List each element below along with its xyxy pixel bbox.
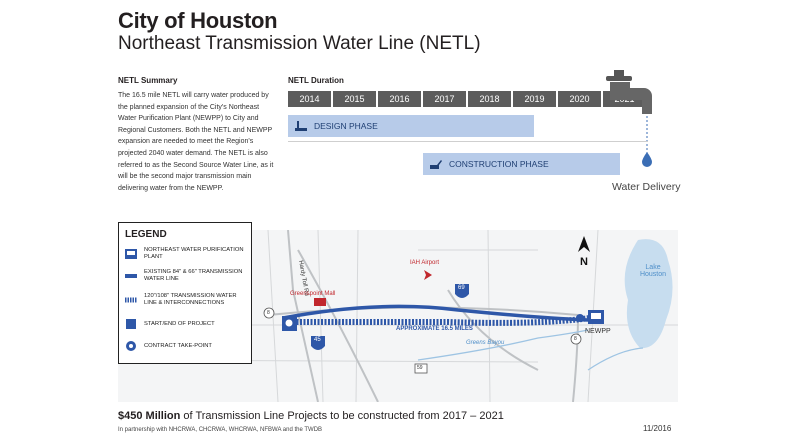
hwy-59-label: 59 — [417, 365, 423, 371]
design-phase-bar — [288, 115, 534, 137]
legend-label: START/END OF PROJECT — [144, 320, 215, 327]
footer-partners: In partnership with NHCRWA, CHCRWA, WHCRWA, NFBWA and the TWDB — [118, 427, 323, 433]
i69-label: 69 — [458, 285, 465, 291]
existing-line-icon — [125, 271, 137, 281]
north-label: N — [580, 256, 588, 268]
legend-item — [125, 341, 244, 351]
hwy-8-east-label: 8 — [574, 336, 577, 342]
legend-item — [125, 269, 244, 283]
legend-item — [125, 247, 244, 261]
map-legend — [118, 222, 252, 364]
legend-item — [125, 293, 244, 307]
legend-label: CONTRACT TAKE-POINT — [144, 342, 212, 349]
new-line-icon — [125, 295, 137, 305]
legend-label: EXISTING 84" & 66" TRANSMISSION WATER LINE — [144, 269, 243, 282]
summary-body — [118, 90, 283, 194]
summary-line: delivering water from the NEWPP. — [118, 184, 224, 192]
greens-bayou-label: Greens Bayou — [466, 340, 505, 346]
legend-title: LEGEND — [125, 229, 167, 240]
duration-heading: NETL Duration — [288, 76, 344, 85]
legend-item — [125, 319, 244, 329]
page-subtitle: Northeast Transmission Water Line (NETL) — [118, 33, 481, 54]
start-end-icon — [125, 319, 137, 329]
summary-line: will be the second major transmission main — [118, 173, 252, 181]
lake-houston-label: Lake Houston — [639, 264, 667, 278]
summary-heading: NETL Summary — [118, 76, 178, 85]
year-cell: 2017 — [423, 91, 466, 107]
year-cell: 2014 — [288, 91, 331, 107]
timeline-divider — [288, 141, 648, 142]
footer-rest: of Transmission Line Projects to be constructed from 2017 – 2021 — [180, 410, 504, 422]
i45-label: 45 — [314, 337, 321, 343]
plant-icon — [125, 249, 137, 259]
newpp-map-label: NEWPP — [585, 328, 611, 335]
design-phase-label: DESIGN PHASE — [314, 121, 378, 131]
hwy-8-west-label: 8 — [267, 310, 270, 316]
hardy-toll-rd-label: Hardy Toll Rd — [297, 260, 310, 297]
year-cell: 2016 — [378, 91, 421, 107]
year-cell: 2015 — [333, 91, 376, 107]
legend-label: NORTHEAST WATER PURIFICATION PLANT — [144, 247, 244, 260]
iah-airport-label: IAH Airport — [410, 260, 440, 266]
summary-line: expansion are needed to meet the Region's — [118, 138, 254, 146]
year-bar — [288, 91, 648, 107]
year-cell: 2020 — [558, 91, 601, 107]
year-cell: 2019 — [513, 91, 556, 107]
page-title: City of Houston — [118, 8, 278, 33]
footer-amount: $450 Million — [118, 410, 181, 422]
footer-headline — [118, 410, 504, 422]
summary-line: Water Purification Plant (NEWPP) to City and — [118, 115, 259, 123]
construction-phase-label: CONSTRUCTION PHASE — [449, 159, 549, 169]
water-delivery-label: Water Delivery — [612, 181, 681, 193]
construction-phase-bar — [423, 153, 620, 175]
greenspoint-mall-label: Greenspoint Mall — [290, 291, 336, 297]
summary-line: The 16.5 mile NETL will carry water produced by — [118, 92, 269, 99]
ruler-pencil-icon — [294, 120, 308, 132]
summary-line: Regional Customers. Both the NETL and NEWPP — [118, 126, 273, 134]
legend-label: 120"/108" TRANSMISSION WATER LINE & INTERCONNECTIONS — [144, 293, 237, 306]
summary-line: the planned expansion of the City's Northeast — [118, 103, 260, 111]
summary-line: projected 2040 water demand. The NETL is also — [118, 149, 268, 157]
approx-miles-label: APPROXIMATE 16.5 MILES — [396, 326, 473, 332]
take-point-icon — [125, 341, 137, 351]
footer-date: 11/2016 — [643, 424, 672, 433]
summary-line: referred to as the Second Source Water Line, as it — [118, 161, 274, 169]
year-cell: 2018 — [468, 91, 511, 107]
excavator-icon — [429, 158, 443, 170]
